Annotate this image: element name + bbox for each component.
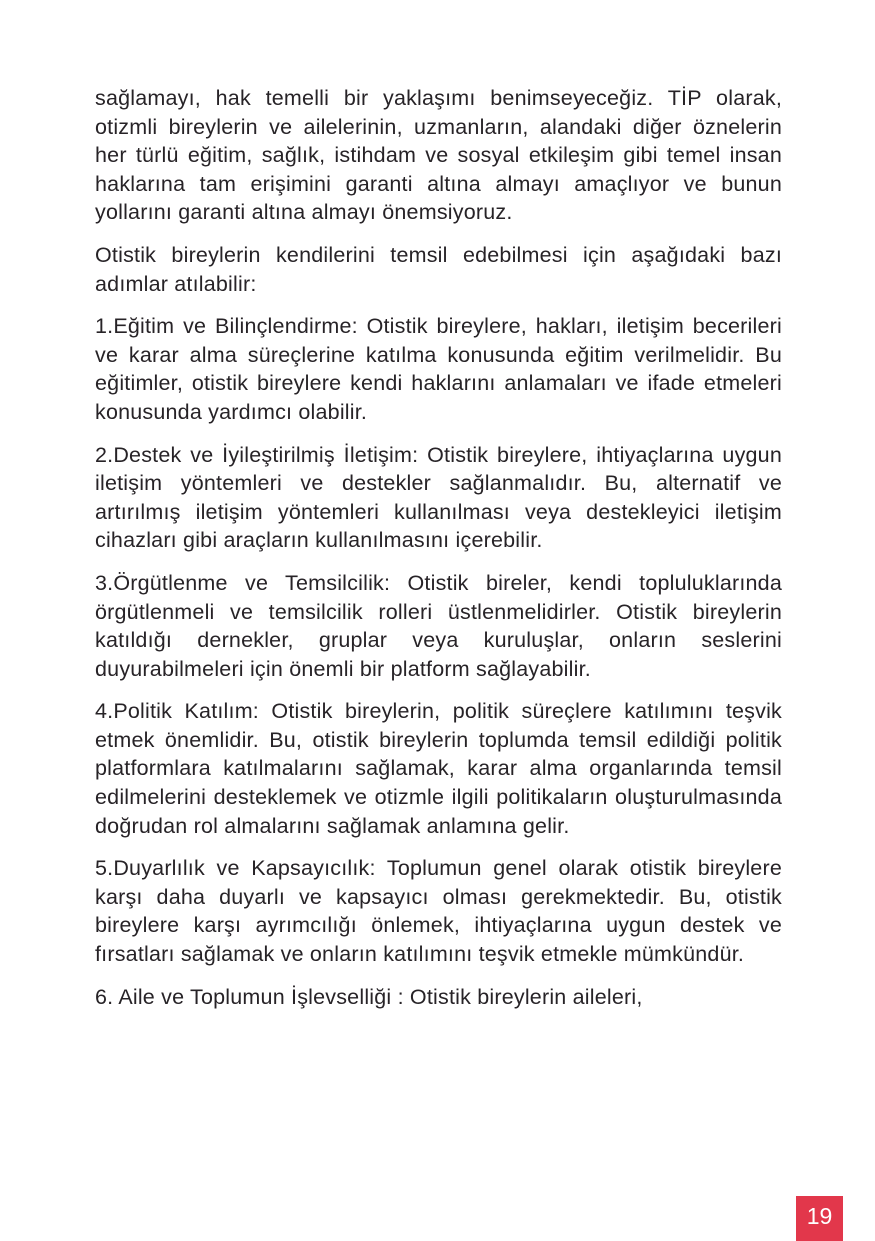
body-text (95, 84, 782, 1011)
paragraph-item-1: 1.Eğitim ve Bilinçlendirme: Otistik bireylere, hakları, iletişim becerileri ve karar alma süreçlerine katılma konusunda eğitim verilmelidir. Bu eğitimler, otistik bireylere kendi haklarını anlamaları ve ifade etmeleri konusunda yardımcı olabilir. (95, 314, 782, 424)
paragraph-lead-in: Otistik bireylerin kendilerini temsil edebilmesi için aşağıdaki bazı adımlar atılabilir: (95, 242, 782, 296)
paragraph-item-5: 5.Duyarlılık ve Kapsayıcılık: Toplumun genel olarak otistik bireylere karşı daha duyarlı ve kapsayıcı olması gerekmektedir. Bu, otistik bireylere karşı ayrımcılığı önlemek, ihtiyaçlarına uygun destek ve fırsatları sağlamak ve onların katılımını teşvik etmekle mümkündür. (95, 856, 782, 967)
page-number: 19 (806, 1203, 833, 1229)
paragraph-item-6: 6. Aile ve Toplumun İşlevselliği : Otistik bireylerin aileleri, (95, 984, 643, 1009)
paragraph-item-3: 3.Örgütlenme ve Temsilcilik: Otistik bireler, kendi topluluklarında örgütlenmeli ve temsilcilik rolleri üstlenmelidirler. Otistik bireylerin katıldığı dernekler, gruplar veya kuruluşlar, onların seslerini duyurabilmeleri için önemli bir platform sağlayabilir. (95, 570, 782, 681)
paragraph-item-2: 2.Destek ve İyileştirilmiş İletişim: Otistik bireylere, ihtiyaçlarına uygun iletişim yöntemleri ve destekler sağlanmalıdır. Bu, alternatif ve artırılmış iletişim yöntemleri kullanılması veya destekleyici iletişim cihazları gibi araçların kullanılmasını içerebilir. (95, 442, 782, 553)
paragraph-intro: sağlamayı, hak temelli bir yaklaşımı benimseyeceğiz. TİP olarak, otizmli bireylerin ve ailelerinin, uzmanların, alandaki diğer öznelerin her türlü eğitim, sağlık, istihdam ve sosyal etkileşim gibi temel insan haklarına tam erişimini garanti altına almayı amaçlıyor ve bunun yollarını garanti altına almayı önemsiyoruz. (95, 86, 782, 225)
paragraph-item-4: 4.Politik Katılım: Otistik bireylerin, politik süreçlere katılımını teşvik etmek önemlidir. Bu, otistik bireylerin toplumda temsil edildiği politik platformlara katılmalarını sağlamak, karar alma organlarında temsil edilmelerini desteklemek ve otizmle ilgili politikaların oluşturulmasında doğrudan rol almalarını sağlamak anlamına gelir. (95, 699, 782, 838)
page-number-badge (796, 1196, 843, 1241)
